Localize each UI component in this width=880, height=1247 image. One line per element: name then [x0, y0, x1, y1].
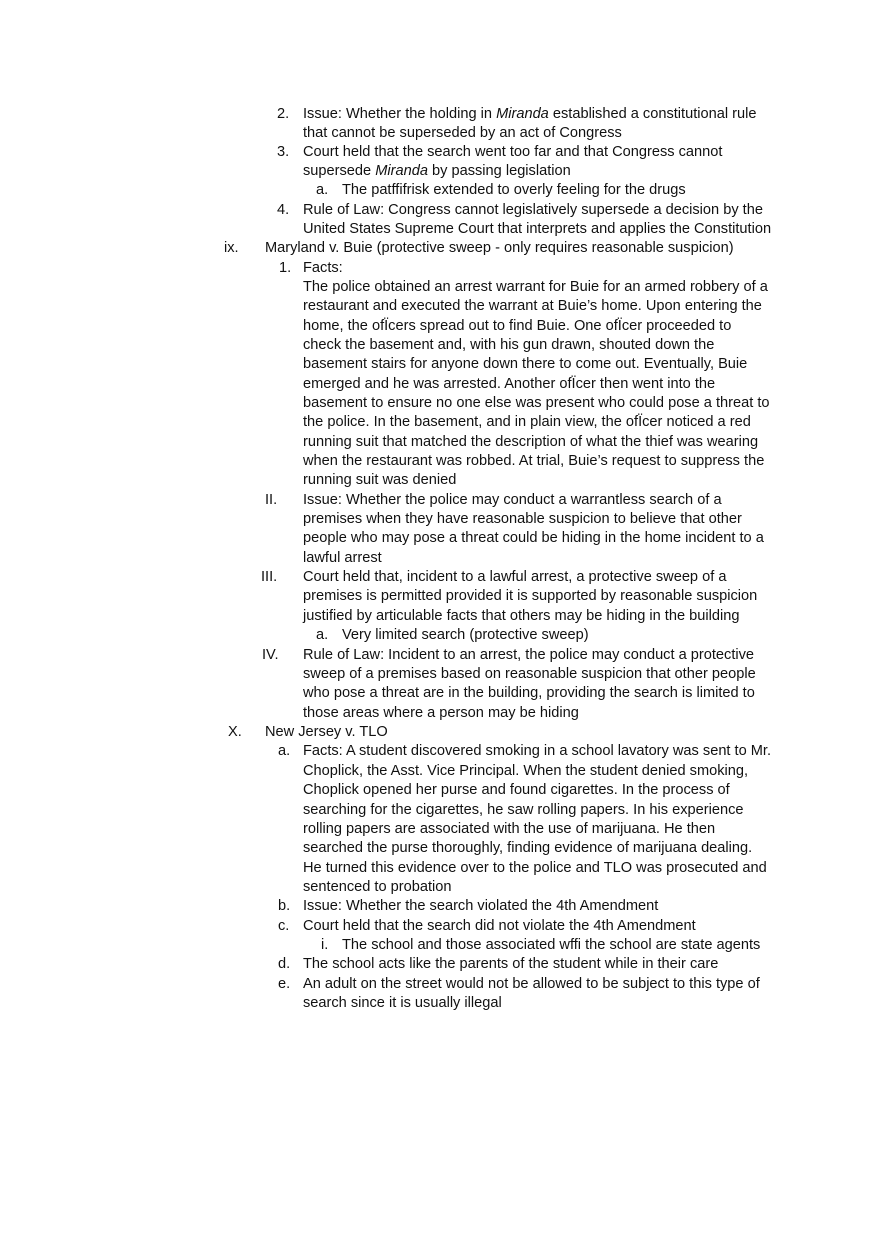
list-marker: X. — [228, 724, 242, 740]
list-text: the police. In the basement, and in plain view, the ofÏcer noticed a red — [303, 414, 751, 430]
list-item-continuation — [0, 703, 880, 723]
list-text: searched the purse thoroughly, finding evidence of marijuana dealing. — [303, 840, 753, 856]
list-text: running suit that matched the description of what the thief was wearing — [303, 434, 759, 450]
list-item-continuation — [0, 993, 880, 1013]
list-item — [0, 490, 880, 510]
case-heading — [0, 238, 880, 258]
list-text: Court held that the search did not violate the 4th Amendment — [303, 918, 696, 934]
list-item-continuation — [0, 296, 880, 316]
list-text: running suit was denied — [303, 472, 457, 488]
list-marker: IV. — [262, 647, 279, 663]
list-item-continuation — [0, 586, 880, 606]
list-item — [0, 896, 880, 916]
list-text: searching for the cigarettes, he saw rolling papers. In his experience — [303, 802, 744, 818]
list-text: The police obtained an arrest warrant for Buie for an armed robbery of a — [303, 279, 768, 295]
list-text: justified by articulable facts that others may be hiding in the building — [303, 608, 740, 624]
list-item-continuation — [0, 683, 880, 703]
list-item-continuation — [0, 509, 880, 529]
list-item-continuation — [0, 528, 880, 548]
list-text: He turned this evidence over to the police and TLO was prosecuted and — [303, 860, 767, 876]
list-item-continuation — [0, 858, 880, 878]
list-text: people who may pose a threat could be hiding in the home incident to a — [303, 530, 764, 546]
list-marker: e. — [278, 976, 291, 992]
list-item-continuation — [0, 780, 880, 800]
list-marker: 3. — [277, 144, 290, 160]
list-text: check the basement and, with his gun drawn, shouted down the — [303, 337, 715, 353]
list-text: Rule of Law: Congress cannot legislatively supersede a decision by the — [303, 202, 763, 218]
list-item-continuation — [0, 606, 880, 626]
list-text: home, the ofÏcers spread out to find Buie. One ofÏcer proceeded to — [303, 318, 732, 334]
list-item — [0, 142, 880, 162]
list-item-continuation — [0, 335, 880, 355]
list-text: premises is permitted provided it is supported by reasonable suspicion — [303, 588, 758, 604]
list-text: Choplick opened her purse and found cigarettes. In the process of — [303, 782, 730, 798]
list-item — [0, 258, 880, 278]
list-marker: b. — [278, 898, 291, 914]
list-marker: III. — [261, 569, 278, 585]
list-item — [0, 954, 880, 974]
list-text: Issue: Whether the police may conduct a warrantless search of a — [303, 492, 722, 508]
list-text: Court held that, incident to a lawful arrest, a protective sweep of a — [303, 569, 727, 585]
list-item-continuation — [0, 451, 880, 471]
list-item-continuation — [0, 161, 880, 181]
case-title: New Jersey v. TLO — [265, 724, 388, 740]
list-text: The school acts like the parents of the student while in their care — [303, 956, 719, 972]
list-item-continuation — [0, 432, 880, 452]
list-text: search since it is usually illegal — [303, 995, 502, 1011]
list-item — [0, 200, 880, 220]
list-item — [0, 567, 880, 587]
list-text: who pose a threat are in the building, providing the search is limited to — [303, 685, 755, 701]
list-item-continuation — [0, 800, 880, 820]
list-item-continuation — [0, 470, 880, 490]
list-item-continuation — [0, 412, 880, 432]
list-item — [0, 645, 880, 665]
list-text: Court held that the search went too far and that Congress cannot — [303, 144, 723, 160]
list-text: United States Supreme Court that interprets and applies the Constitution — [303, 221, 772, 237]
list-item — [0, 625, 880, 645]
list-marker: 1. — [279, 260, 292, 276]
list-marker: a. — [278, 743, 291, 759]
list-marker: a. — [316, 627, 329, 643]
list-text: when the restaurant was robbed. At trial, Buie’s request to suppress the — [303, 453, 765, 469]
list-text: basement to ensure no one else was present who could pose a threat to — [303, 395, 770, 411]
list-item-continuation — [0, 374, 880, 394]
list-text: The school and those associated wffi the school are state agents — [342, 937, 761, 953]
list-text: Choplick, the Asst. Vice Principal. When the student denied smoking, — [303, 763, 749, 779]
list-text: sentenced to probation — [303, 879, 452, 895]
list-item-continuation — [0, 838, 880, 858]
list-marker: ix. — [224, 240, 239, 256]
list-marker: a. — [316, 182, 329, 198]
list-item-continuation — [0, 354, 880, 374]
list-item-continuation — [0, 316, 880, 336]
list-text: premises when they have reasonable suspicion to believe that other — [303, 511, 742, 527]
list-text: basement stairs for anyone down there to come out. Eventually, Buie — [303, 356, 748, 372]
list-text: rolling papers are associated with the use of marijuana. He then — [303, 821, 716, 837]
list-item-continuation — [0, 664, 880, 684]
list-text: Issue: Whether the holding in Miranda established a constitutional rule — [303, 106, 757, 122]
list-item-continuation — [0, 277, 880, 297]
case-title: Maryland v. Buie (protective sweep - only requires reasonable suspicion) — [265, 240, 734, 256]
list-item — [0, 104, 880, 124]
list-text: supersede Miranda by passing legislation — [303, 163, 571, 179]
list-text: An adult on the street would not be allowed to be subject to this type of — [303, 976, 760, 992]
list-text: lawful arrest — [303, 550, 382, 566]
list-marker: i. — [321, 937, 329, 953]
list-item — [0, 916, 880, 936]
list-text: sweep of a premises based on reasonable suspicion that other people — [303, 666, 756, 682]
list-item — [0, 974, 880, 994]
list-marker: d. — [278, 956, 291, 972]
list-item-continuation — [0, 877, 880, 897]
list-item — [0, 935, 880, 955]
list-text: Very limited search (protective sweep) — [342, 627, 589, 643]
list-item-continuation — [0, 548, 880, 568]
list-text: Rule of Law: Incident to an arrest, the police may conduct a protective — [303, 647, 755, 663]
list-marker: c. — [278, 918, 290, 934]
list-text: Facts: — [303, 260, 343, 276]
list-text: The patffifrisk extended to overly feeling for the drugs — [342, 182, 686, 198]
list-text: Issue: Whether the search violated the 4th Amendment — [303, 898, 659, 914]
list-marker: II. — [265, 492, 278, 508]
list-item-continuation — [0, 761, 880, 781]
list-item-continuation — [0, 123, 880, 143]
list-marker: 4. — [277, 202, 290, 218]
list-text: restaurant and executed the warrant at Buie’s home. Upon entering the — [303, 298, 762, 314]
list-item — [0, 741, 880, 761]
case-heading — [0, 722, 880, 742]
list-text: Facts: A student discovered smoking in a school lavatory was sent to Mr. — [303, 743, 772, 759]
list-marker: 2. — [277, 106, 290, 122]
list-text: emerged and he was arrested. Another ofÏcer then went into the — [303, 376, 716, 392]
list-item-continuation — [0, 219, 880, 239]
list-item — [0, 180, 880, 200]
list-item-continuation — [0, 393, 880, 413]
list-item-continuation — [0, 819, 880, 839]
list-text: those areas where a person may be hiding — [303, 705, 579, 721]
list-text: that cannot be superseded by an act of Congress — [303, 125, 622, 141]
